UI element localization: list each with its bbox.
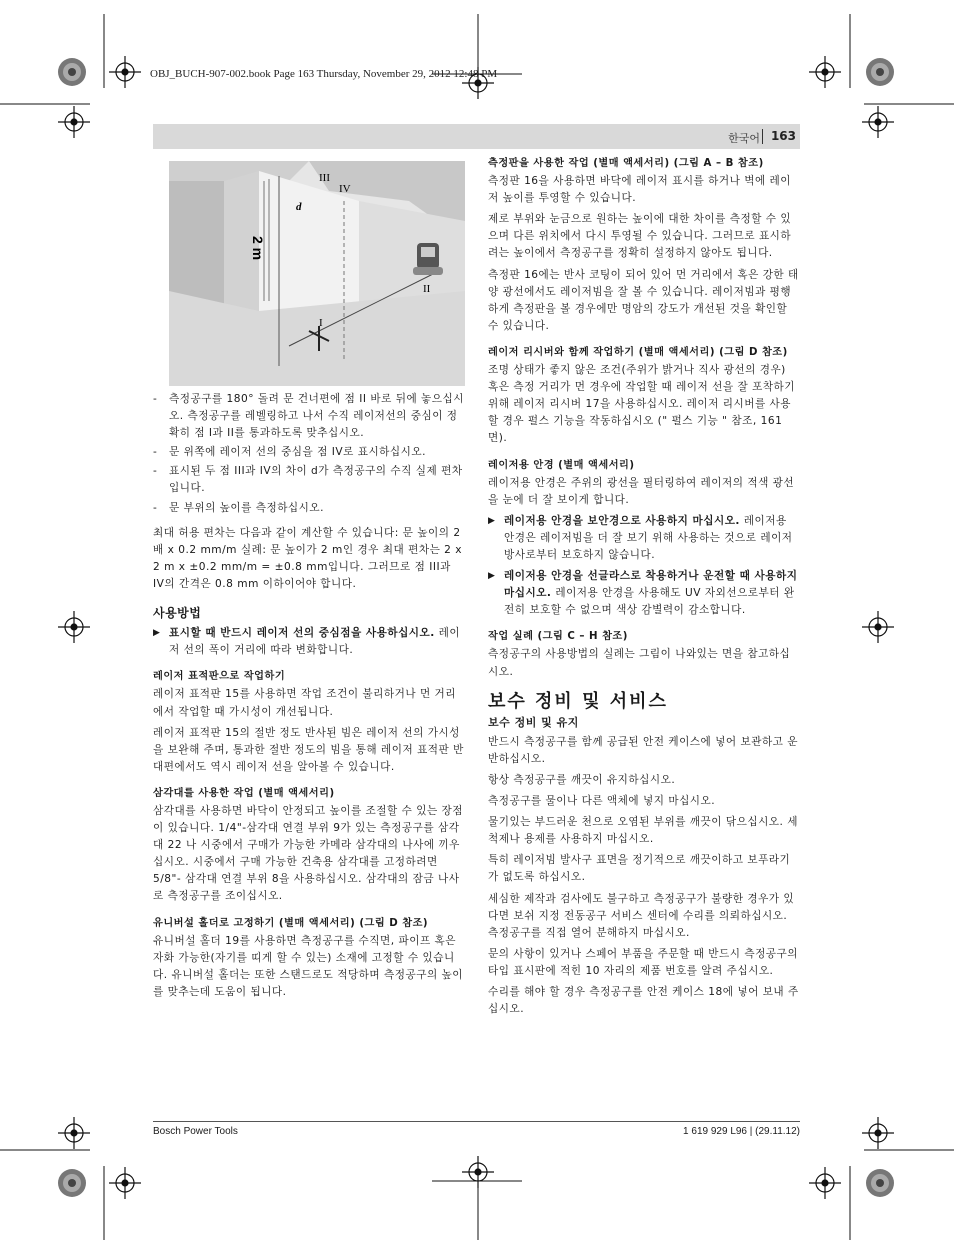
holder-heading: 유니버설 홀더로 고정하기 (별매 액세서리) (그림 D 참조): [153, 917, 429, 929]
plate-paragraph-3: 측정판 16에는 반사 코팅이 되어 있어 먼 거리에서 혹은 강한 태양 광선에서도 레이저빔을 잘 볼 수 있습니다. 레이저빔과 평행하게 측정판을 볼 경우에만 명암의 강도가 개선된 것을 확인할 수 있습니다.: [488, 268, 799, 332]
target-heading: 레이저 표적판으로 작업하기: [153, 671, 286, 683]
divider: [762, 129, 763, 144]
maintenance-paragraph: 측정공구를 물이나 다른 액체에 넣지 마십시오.: [488, 795, 716, 808]
page-number: 163: [770, 129, 796, 143]
figure-door-check: [169, 161, 465, 386]
maintenance-title: 보수 정비 및 서비스: [488, 690, 668, 712]
list-item: - 측정공구를 180° 돌려 문 건너편에 점 II 바로 뒤에 놓으십시오. 측정공구를 레벨링하고 나서 수직 레이저선의 중심이 정확히 점 I과 II를 통과하도록 맞추십시오.: [153, 393, 464, 440]
left-column: [153, 391, 465, 1005]
holder-paragraph: 유니버설 홀더 19를 사용하면 측정공구를 수직면, 파이프 혹은 자화 가능한(자기를 띠게 할 수 있는) 소재에 고정할 수 있습니다. 유니버설 홀더는 또한 스탠드로도 적당하며 측정공구의 높이를 맞추는데 도움이 됩니다.: [153, 934, 464, 998]
bullet-mark: -: [153, 446, 158, 459]
glasses-tip-2: ▶ 레이저용 안경을 선글라스로 착용하거나 운전할 때 사용하지 마십시오. 레이저용 안경을 사용해도 UV 자외선으로부터 완전히 보호할 수 없으며 색상 감별력이 감소합니다.: [488, 570, 798, 617]
footer-brand: Bosch Power Tools: [153, 1126, 238, 1137]
tripod-paragraph: 삼각대를 사용하면 바닥이 안정되고 높이를 조절할 수 있는 장점이 있습니다. 1/4"-삼각대 연결 부위 9가 있는 측정공구를 삼각대 22 나 시중에서 구매가 가능한 카메라 삼각대의 나사에 끼우십시오. 시중에서 구매 가능한 건축용 삼각대를 고정하려면 5/8"- 삼각대 연결 부위 8을 사용하십시오. 삼각대의 잠금 나사로 측정공구를 조이십시오.: [153, 804, 464, 903]
target-paragraph-2: 레이저 표적판 15의 절반 정도 반사된 빔은 레이저 선의 가시성을 보완해 주며, 통과한 절반 정도의 빔을 통해 레이저 표적판 반대편에서도 역시 레이저 선을 알아볼 수 있습니다.: [153, 726, 464, 773]
maintenance-paragraph: 항상 측정공구를 깨끗이 유지하십시오.: [488, 774, 676, 786]
usage-heading: 사용방법: [153, 606, 202, 621]
figure-illustration: [169, 161, 465, 386]
language-label: 한국어: [728, 132, 760, 145]
bullet-mark: -: [153, 393, 158, 405]
arrow-mark: ▶: [153, 628, 161, 639]
book-info: OBJ_BUCH-907-002.book Page 163 Thursday, November 29, 2012 12:48 PM: [150, 68, 498, 80]
usage-tip: ▶ 표시할 때 반드시 레이저 선의 중심점을 사용하십시오. 레이저 선의 폭이 거리에 따라 변화합니다.: [153, 627, 461, 657]
maintenance-paragraph: 수리를 해야 할 경우 측정공구를 안전 케이스 18에 넣어 보내 주십시오.: [488, 986, 799, 1016]
receiver-heading: 레이저 리시버와 함께 작업하기 (별매 액세서리) (그림 D 참조): [488, 346, 788, 358]
label-IV: IV: [339, 183, 351, 195]
label-distance: 2 m: [250, 236, 266, 261]
list-item: - 표시된 두 점 III과 IV의 차이 d가 측정공구의 수직 실제 편차입니다.: [153, 465, 463, 495]
footer-rule: [153, 1121, 800, 1122]
maintenance-paragraph: 특히 레이저빔 발사구 표면을 정기적으로 깨끗이하고 보푸라기가 없도록 하십시오.: [488, 854, 791, 884]
tripod-heading: 삼각대를 사용한 작업 (별매 액세서리): [153, 787, 335, 799]
bullet-mark: -: [153, 465, 158, 478]
maintenance-paragraph: 세심한 제작과 검사에도 불구하고 측정공구가 불량한 경우가 있다면 보쉬 지정 전동공구 서비스 센터에 수리를 의뢰하십시오. 측정공구를 직접 열어 분해하지 마십시오.: [488, 892, 795, 939]
label-III: III: [319, 172, 330, 184]
label-d: d: [296, 201, 302, 213]
maintenance-paragraph: 물기있는 부드러운 천으로 오염된 부위를 깨끗이 닦으십시오. 세척제나 용제를 사용하지 마십시오.: [488, 816, 799, 846]
examples-paragraph: 측정공구의 사용방법의 실례는 그림이 나와있는 면을 참고하십시오.: [488, 648, 791, 678]
language-bar: [153, 124, 800, 149]
tolerance-text: 최대 허용 편차는 다음과 같이 계산할 수 있습니다: 문 높이의 2배 x 0.2 mm/m 실례: 문 높이가 2 m인 경우 최대 편차는 2 x 2 m x ±0.2 mm/m = ±0.8 mm입니다. 그러므로 점 III과 IV의 간격은 0.8 mm 이하이어야 합니다.: [153, 526, 463, 590]
maintenance-paragraph: 문의 사항이 있거나 스페어 부품을 주문할 때 반드시 측정공구의 타입 표시판에 적힌 10 자리의 제품 번호를 알려 주십시오.: [488, 947, 799, 977]
receiver-paragraph: 조명 상태가 좋지 않은 조건(주위가 밝거나 직사 광선의 경우) 혹은 측정 거리가 먼 경우에 작업할 때 레이저 선을 잘 포착하기 위해 레이저 리시버 17을 사용하십시오. 레이저 리시버를 사용할 경우 펄스 기능을 작동하십시오 (" 펄스 기능 " 참조, 161 면).: [488, 364, 796, 445]
glasses-heading: 레이저용 안경 (별매 액세서리): [488, 459, 635, 471]
list-item: - 문 부위의 높이를 측정하십시오.: [153, 500, 465, 517]
plate-heading: 측정판을 사용한 작업 (별매 액세서리) (그림 A – B 참조): [488, 158, 764, 169]
right-column: [488, 155, 800, 1022]
bullet-mark: -: [153, 501, 158, 514]
arrow-mark: ▶: [488, 571, 496, 582]
plate-paragraph-1: 측정판 16을 사용하면 바닥에 레이저 표시를 하거나 벽에 레이저 높이를 투영할 수 있습니다.: [488, 175, 792, 205]
label-II: II: [423, 283, 431, 295]
glasses-paragraph: 레이저용 안경은 주위의 광선을 필터링하여 레이저의 적색 광선을 눈에 더 잘 보이게 합니다.: [488, 476, 795, 506]
maintenance-paragraph: 반드시 측정공구를 함께 공급된 안전 케이스에 넣어 보관하고 운반하십시오.: [488, 735, 799, 765]
list-item: - 문 위쪽에 레이저 선의 중심을 점 IV로 표시하십시오.: [153, 444, 465, 461]
footer-doc-number: 1 619 929 L96 | (29.11.12): [683, 1126, 800, 1137]
glasses-tip-1: ▶ 레이저용 안경을 보안경으로 사용하지 마십시오. 레이저용 안경은 레이저빔을 더 잘 보기 위해 사용하는 것으로 레이저 방사로부터 보호하지 않습니다.: [488, 514, 793, 561]
arrow-mark: ▶: [488, 515, 496, 526]
maintenance-subheading: 보수 정비 및 유지: [488, 715, 579, 729]
plate-paragraph-2: 제로 부위와 눈금으로 원하는 높이에 대한 차이를 측정할 수 있으며 다른 위치에서 다시 투영될 수 있습니다. 그러므로 표시하려는 높이에서 측정공구를 정확히 설정하지 않아도 됩니다.: [488, 213, 792, 260]
target-paragraph-1: 레이저 표적판 15를 사용하면 작업 조건이 불리하거나 먼 거리에서 작업할 때 가시성이 개선됩니다.: [153, 688, 457, 718]
examples-heading: 작업 실례 (그림 C – H 참조): [488, 631, 628, 643]
label-I: I: [319, 317, 323, 329]
